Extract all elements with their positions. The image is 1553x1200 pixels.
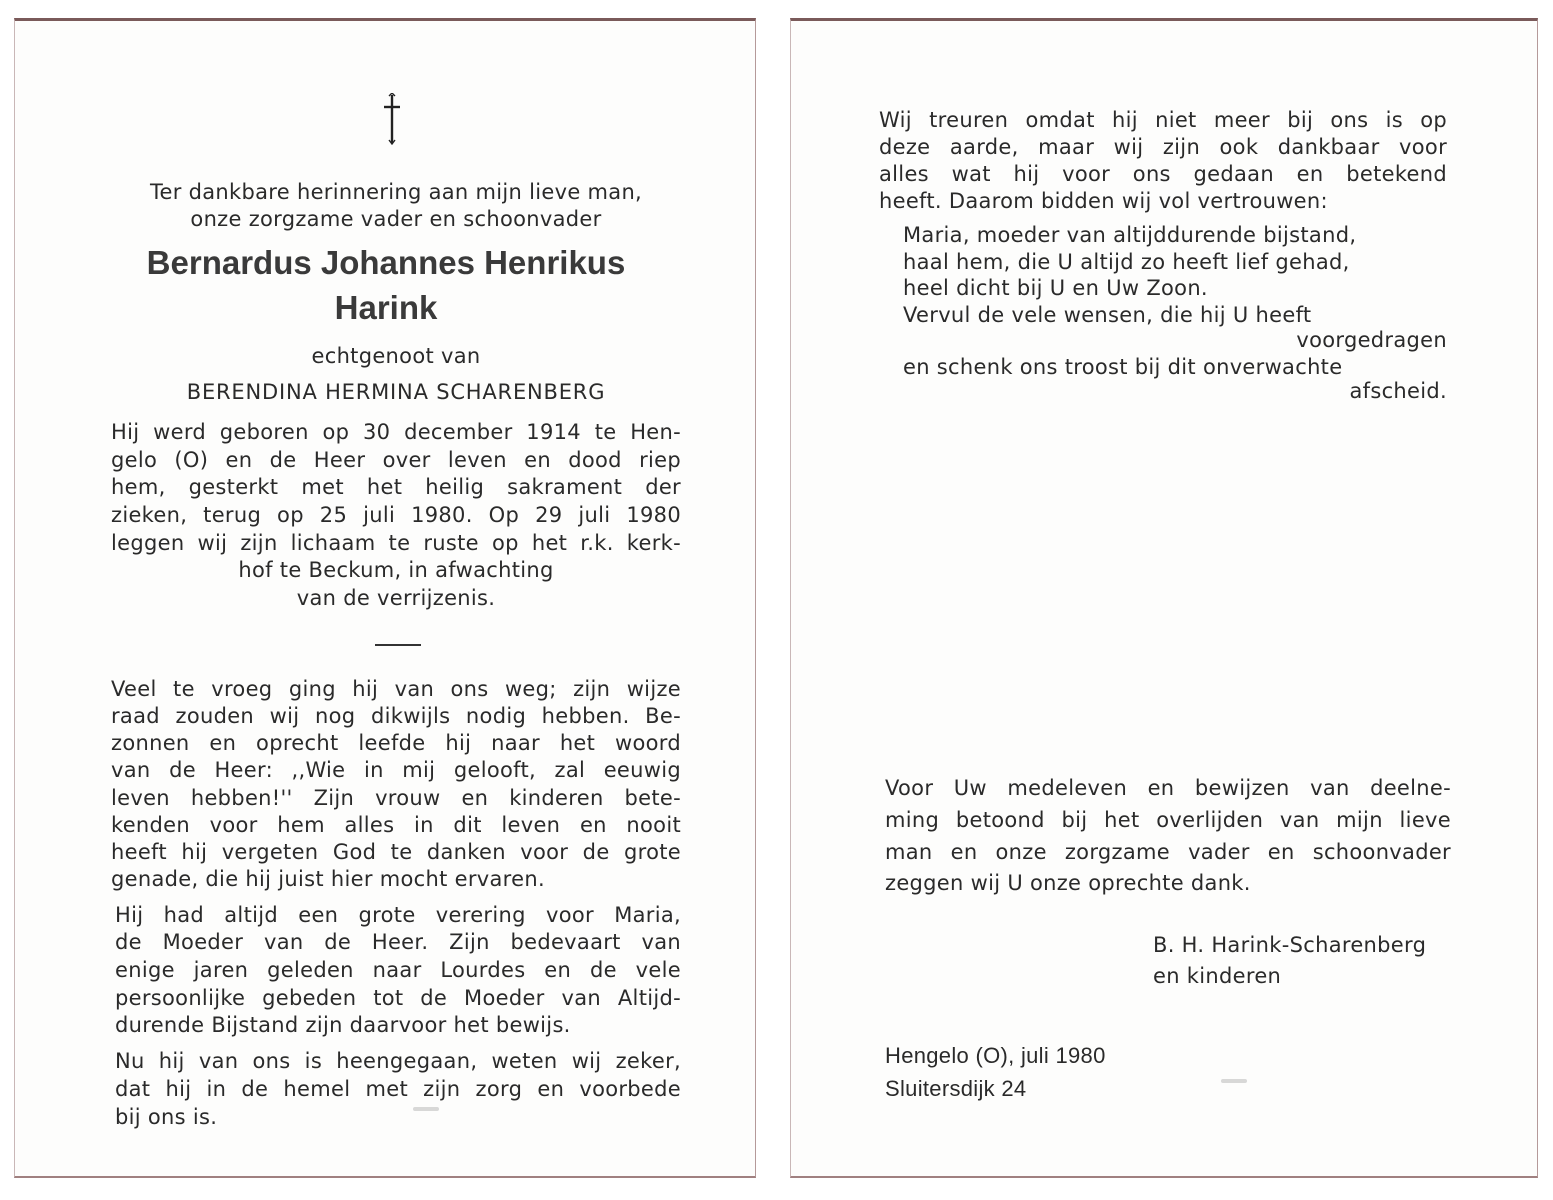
place-date: Hengelo (O), juli 1980 (885, 1043, 1106, 1068)
paragraph-2-line: durende Bijstand zijn daarvoor het bewijs. (115, 1013, 571, 1037)
paragraph-1-line: van de Heer: ,,Wie in mij gelooft, zal eeuwig (111, 758, 681, 782)
prayer-line: voorgedragen (1296, 328, 1447, 352)
paragraph-1-line: Veel te vroeg ging hij van ons weg; zijn wijze (111, 677, 681, 701)
paragraph-1-line: raad zouden wij nog dikwijls nodig hebben. Be- (111, 704, 681, 728)
paragraph-3-line: Nu hij van ons is heengegaan, weten wij zeker, (115, 1049, 681, 1073)
thanks-line: ming betoond bij het overlijden van mijn lieve (885, 808, 1451, 832)
address: Sluitersdijk 24 (885, 1076, 1027, 1101)
paper-speck (1221, 1079, 1247, 1083)
bio-line: leggen wij zijn lichaam te ruste op het r.k. kerk- (111, 531, 681, 555)
paragraph-3-line: dat hij in de hemel met zijn zorg en voorbede (115, 1077, 681, 1101)
cross-icon (380, 93, 404, 145)
bio-line: gelo (O) en de Heer over leven en dood riep (111, 448, 681, 472)
memorial-card-right (790, 18, 1538, 1178)
spouse-label: echtgenoot van (311, 344, 481, 368)
paragraph-1-line: kenden voor hem alles in dit leven en nooit (111, 813, 681, 837)
prayer-line: heel dicht bij U en Uw Zoon. (903, 276, 1208, 300)
paragraph-2-line: enige jaren geleden naar Lourdes en de vele (115, 958, 681, 982)
reflection-line: alles wat hij voor ons gedaan en betekend (879, 162, 1447, 186)
signature-line: B. H. Harink-Scharenberg (1153, 933, 1427, 957)
intro-line-2: onze zorgzame vader en schoonvader (190, 207, 602, 231)
prayer-line: en schenk ons troost bij dit onverwachte (903, 355, 1343, 379)
deceased-name-line-1: Bernardus Johannes Henrikus (146, 244, 626, 281)
section-divider (375, 644, 421, 646)
bio-line: van de verrijzenis. (296, 586, 496, 610)
reflection-line: Wij treuren omdat hij niet meer bij ons is op (879, 108, 1447, 132)
reflection-line: deze aarde, maar wij zijn ook dankbaar voor (879, 135, 1447, 159)
prayer-line: haal hem, die U altijd zo heeft lief gehad, (903, 250, 1350, 274)
bio-line: Hij werd geboren op 30 december 1914 te Hen- (111, 420, 681, 444)
paper-speck (413, 1107, 439, 1111)
thanks-line: zeggen wij U onze oprechte dank. (885, 871, 1251, 895)
thanks-line: Voor Uw medeleven en bewijzen van deelne- (885, 776, 1451, 800)
paragraph-2-line: Hij had altijd een grote verering voor Maria, (115, 903, 681, 927)
bio-line: hem, gesterkt met het heilig sakrament der (111, 475, 681, 499)
thanks-line: man en onze zorgzame vader en schoonvader (885, 840, 1451, 864)
deceased-name-line-2: Harink (334, 289, 438, 326)
paragraph-2-line: persoonlijke gebeden tot de Moeder van Altijd- (115, 986, 681, 1010)
spouse-name: BERENDINA HERMINA SCHARENBERG (186, 380, 606, 404)
memorial-card-left (14, 18, 756, 1178)
paragraph-1-line: leven hebben!'' Zijn vrouw en kinderen bete- (111, 786, 681, 810)
bio-line: zieken, terug op 25 juli 1980. Op 29 juli 1980 (111, 503, 681, 527)
reflection-line: heeft. Daarom bidden wij vol vertrouwen: (879, 189, 1328, 213)
paragraph-3-line: bij ons is. (115, 1105, 218, 1129)
paragraph-2-line: de Moeder van de Heer. Zijn bedevaart van (115, 930, 681, 954)
signature-line: en kinderen (1153, 964, 1282, 988)
prayer-line: Maria, moeder van altijddurende bijstand, (903, 223, 1357, 247)
paragraph-1-line: zonnen en oprecht leefde hij naar het woord (111, 731, 681, 755)
prayer-line: Vervul de vele wensen, die hij U heeft (903, 303, 1312, 327)
bio-line: hof te Beckum, in afwachting (238, 558, 554, 582)
prayer-line: afscheid. (1349, 379, 1447, 403)
paragraph-1-line: heeft hij vergeten God te danken voor de grote (111, 840, 681, 864)
intro-line-1: Ter dankbare herinnering aan mijn lieve man, (149, 180, 643, 204)
paragraph-1-line: genade, die hij juist hier mocht ervaren. (111, 867, 545, 891)
